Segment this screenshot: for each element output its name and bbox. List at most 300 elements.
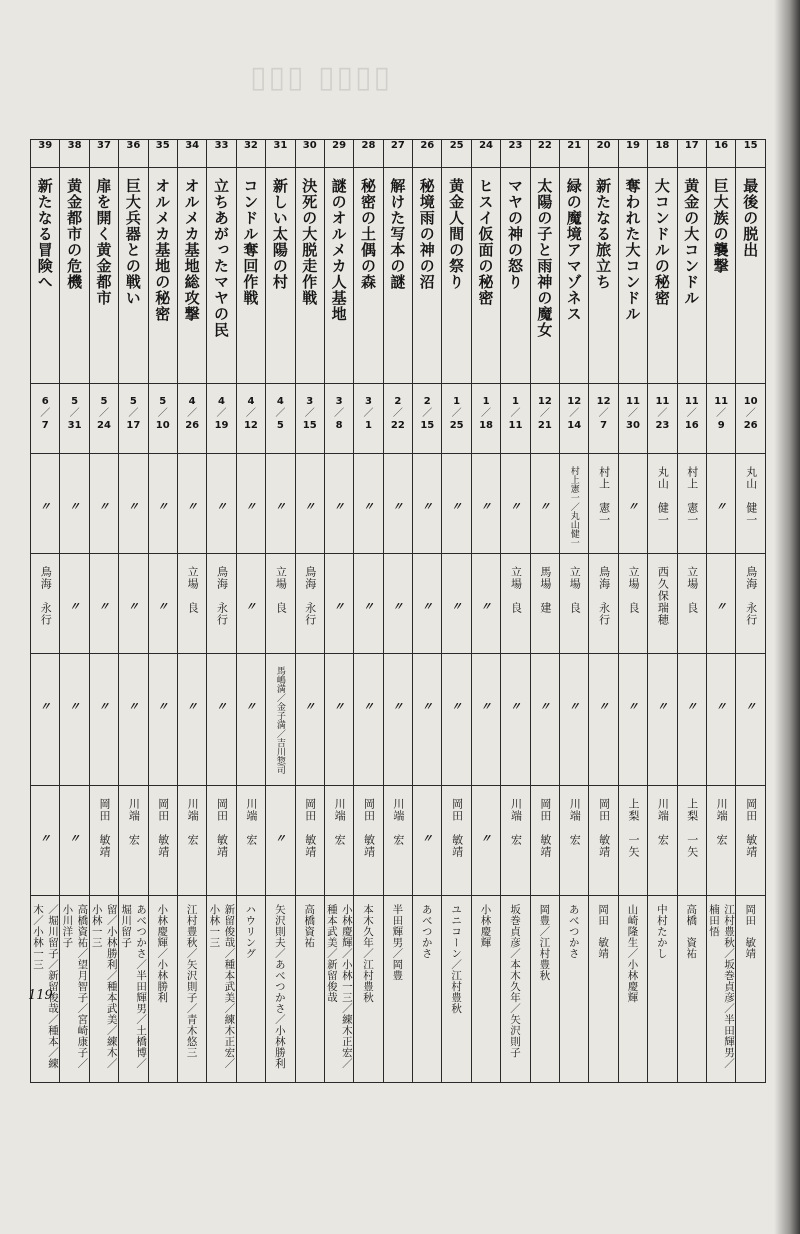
broadcast-date	[60, 384, 88, 432]
episode-title-cell	[266, 168, 295, 384]
broadcast-date-cell	[60, 384, 89, 454]
episode-number: 16	[706, 140, 735, 168]
date-month: 12	[567, 396, 582, 407]
date-month: 1	[482, 396, 490, 407]
staff-cell-a	[354, 454, 383, 554]
date-slash: ／	[716, 408, 727, 419]
key-animation-names: 半田輝男／岡豊	[391, 904, 404, 981]
date-day: 7	[600, 420, 608, 431]
staff-name: 岡田 敏靖	[597, 798, 611, 858]
key-animation-names: 小林慶輝／小林一三／練木正宏／種本武美／新留俊哉	[325, 904, 353, 1069]
staff-name: 〃	[421, 832, 433, 845]
staff-name: 〃	[39, 500, 51, 513]
episode-number: 36	[119, 140, 148, 168]
broadcast-date	[178, 384, 206, 432]
staff-cell-b	[119, 554, 148, 654]
date-month: 4	[276, 396, 284, 407]
staff-cell-b	[60, 554, 89, 654]
staff-cell-c	[560, 654, 589, 786]
key-animation-cell	[354, 896, 383, 1083]
staff-cell-a	[413, 454, 442, 554]
episode-title-cell	[677, 168, 706, 384]
staff-cell-d	[295, 786, 324, 896]
episode-number: 30	[295, 140, 324, 168]
date-day: 24	[97, 420, 111, 431]
staff-name: 岡田 敏靖	[450, 798, 464, 858]
broadcast-date	[384, 384, 412, 432]
staff-name: 〃	[274, 832, 286, 845]
episode-title-cell	[60, 168, 89, 384]
episode-title-cell	[413, 168, 442, 384]
staff-cell-c	[324, 654, 353, 786]
date-month: 2	[423, 396, 431, 407]
staff-cell-c	[501, 654, 530, 786]
episode-title: 決死の大脱走作戦	[300, 178, 319, 306]
episode-title: 大コンドルの秘密	[652, 178, 671, 306]
key-animation-cell	[324, 896, 353, 1083]
broadcast-date-cell	[324, 384, 353, 454]
broadcast-date	[149, 384, 177, 432]
broadcast-date-cell	[177, 384, 206, 454]
staff-cell-a	[207, 454, 236, 554]
episode-number: 19	[618, 140, 647, 168]
staff-name: 岡田 敏靖	[156, 798, 170, 858]
date-month: 11	[655, 396, 670, 407]
date-day: 26	[185, 420, 200, 431]
broadcast-date	[736, 384, 765, 432]
date-month: 12	[537, 396, 552, 407]
broadcast-date-cell	[560, 384, 589, 454]
staff-cell-c	[706, 654, 735, 786]
key-animation-cell	[148, 896, 177, 1083]
staff-name: 丸山 健一	[744, 466, 758, 526]
staff-cell-b	[589, 554, 618, 654]
episode-title: 扉を開く黄金都市	[94, 178, 113, 306]
staff-cell-a	[706, 454, 735, 554]
staff-cell-a	[295, 454, 324, 554]
episode-title: 謎のオルメカ人基地	[329, 178, 348, 322]
staff-cell-d	[89, 786, 118, 896]
staff-cell-b	[648, 554, 677, 654]
date-slash: ／	[539, 408, 550, 419]
broadcast-date-cell	[442, 384, 471, 454]
date-month: 5	[71, 396, 79, 407]
broadcast-date-cell	[530, 384, 559, 454]
key-animation-names: 山崎隆生／小林慶輝	[626, 904, 639, 1003]
staff-cell-a	[736, 454, 766, 554]
broadcast-date-cell	[31, 384, 60, 454]
key-animation-names: あべつかさ	[420, 904, 433, 959]
date-month: 4	[218, 396, 226, 407]
staff-name: 〃	[304, 500, 316, 513]
date-slash: ／	[69, 408, 80, 419]
page-edge-shadow	[774, 0, 800, 1234]
episode-title: 巨大族の襲撃	[711, 178, 730, 274]
staff-cell-b	[207, 554, 236, 654]
date-slash: ／	[451, 408, 462, 419]
key-animation-names: 中村たかし	[655, 904, 668, 959]
date-month: 4	[247, 396, 255, 407]
staff-name: 〃	[98, 700, 110, 713]
staff-name: 〃	[69, 500, 81, 513]
staff-name: 岡田 敏靖	[538, 798, 552, 858]
date-day: 5	[276, 420, 284, 431]
episode-table	[30, 139, 766, 1083]
episode-title-cell	[177, 168, 206, 384]
staff-cell-a	[31, 454, 60, 554]
staff-cell-c	[589, 654, 618, 786]
episode-title: 新しい太陽の村	[270, 178, 289, 290]
episode-number: 32	[236, 140, 265, 168]
staff-name: 〃	[157, 700, 169, 713]
staff-name: 川端 宏	[244, 798, 258, 846]
key-animation-names: 江村豊秋／矢沢則子／青木悠三	[185, 904, 198, 1058]
broadcast-date-cell	[236, 384, 265, 454]
staff-name: 〃	[627, 500, 639, 513]
staff-cell-d	[736, 786, 766, 896]
date-slash: ／	[40, 408, 51, 419]
staff-cell-d	[648, 786, 677, 896]
staff-cell-a	[119, 454, 148, 554]
staff-cell-a	[530, 454, 559, 554]
staff-name: 馬場 建	[538, 566, 552, 614]
staff-name: 鳥海 永行	[744, 566, 758, 626]
staff-name: 岡田 敏靖	[215, 798, 229, 858]
staff-cell-a	[89, 454, 118, 554]
staff-cell-d	[471, 786, 500, 896]
staff-cell-c	[31, 654, 60, 786]
staff-cell-a	[677, 454, 706, 554]
key-animation-cell	[501, 896, 530, 1083]
staff-name: 〃	[392, 500, 404, 513]
broadcast-date	[707, 384, 735, 432]
key-animation-cell	[207, 896, 236, 1083]
episode-title-cell	[236, 168, 265, 384]
episode-number: 34	[177, 140, 206, 168]
date-slash: ／	[216, 408, 227, 419]
broadcast-date	[648, 384, 676, 432]
staff-cell-d	[530, 786, 559, 896]
date-day: 18	[479, 420, 494, 431]
staff-name: 川端 宏	[568, 798, 582, 846]
episode-title: コンドル奪回作戦	[241, 178, 260, 306]
staff-cell-d	[266, 786, 295, 896]
key-animation-names: ユニコーン／江村豊秋	[450, 904, 463, 1014]
key-animation-cell	[60, 896, 89, 1083]
staff-name: 西久保瑞穂	[656, 566, 670, 626]
date-day: 21	[537, 420, 552, 431]
date-day: 14	[567, 420, 582, 431]
staff-name: 〃	[69, 832, 81, 845]
episode-title: 黄金人間の祭り	[447, 178, 466, 290]
staff-name: 〃	[216, 700, 228, 713]
staff-name: 立場 良	[509, 566, 523, 614]
staff-name: 鳥海 永行	[303, 566, 317, 626]
date-day: 23	[655, 420, 670, 431]
staff-name: 立場 良	[274, 566, 288, 614]
key-animation-names: 岡田 敏靖	[597, 904, 610, 959]
staff-name: 〃	[421, 600, 433, 613]
key-animation-cell	[677, 896, 706, 1083]
staff-name: 〃	[656, 700, 668, 713]
staff-cell-b	[295, 554, 324, 654]
key-animation-names: 本木久年／江村豊秋	[361, 904, 374, 1003]
staff-cell-d	[677, 786, 706, 896]
staff-name: 〃	[539, 500, 551, 513]
key-animation-cell	[295, 896, 324, 1083]
staff-name: 〃	[421, 500, 433, 513]
broadcast-date	[354, 384, 382, 432]
episode-number: 25	[442, 140, 471, 168]
episode-number: 29	[324, 140, 353, 168]
date-month: 5	[100, 396, 108, 407]
broadcast-date-cell	[207, 384, 236, 454]
key-animation-names: 矢沢則夫／あべつかさ／小林勝利	[273, 904, 286, 1069]
date-month: 3	[365, 396, 372, 407]
staff-name: 馬嶋満／金子満／吉川惣司	[274, 666, 285, 774]
staff-cell-c	[295, 654, 324, 786]
episode-title: 秘密の土偶の森	[358, 178, 377, 290]
date-day: 11	[508, 420, 523, 431]
key-animation-names: あべつかさ	[567, 904, 580, 959]
staff-cell-a	[648, 454, 677, 554]
episode-title: オルメカ基地総攻撃	[182, 178, 201, 322]
episode-number: 26	[413, 140, 442, 168]
staff-name: 〃	[69, 600, 81, 613]
episode-title-cell	[119, 168, 148, 384]
broadcast-date	[237, 384, 265, 432]
staff-name: 〃	[451, 600, 463, 613]
episode-title-cell	[148, 168, 177, 384]
staff-cell-a	[324, 454, 353, 554]
staff-name: 上梨 一矢	[627, 798, 640, 858]
staff-name: 岡田 敏靖	[744, 798, 758, 858]
bleed-through-text: ▯▯▯ ▯▯▯▯	[250, 60, 393, 95]
staff-name: 〃	[421, 700, 433, 713]
episode-number: 35	[148, 140, 177, 168]
date-day: 31	[67, 420, 82, 431]
staff-cell-d	[31, 786, 60, 896]
episode-title-cell	[618, 168, 647, 384]
staff-cell-c	[177, 654, 206, 786]
staff-name: 〃	[216, 500, 228, 513]
key-animation-names: 高橋資祐	[303, 904, 316, 948]
staff-cell-d	[177, 786, 206, 896]
staff-name: 〃	[333, 500, 345, 513]
staff-name: 〃	[362, 500, 374, 513]
staff-name: 〃	[539, 700, 551, 713]
date-month: 2	[394, 396, 402, 407]
director-row	[31, 654, 766, 786]
episode-title: 解けた写本の謎	[388, 178, 407, 290]
episode-title-row	[31, 168, 766, 384]
staff-name: 丸山 健一	[656, 466, 670, 526]
staff-cell-b	[442, 554, 471, 654]
staff-name: 〃	[627, 700, 639, 713]
staff-cell-b	[148, 554, 177, 654]
staff-cell-c	[236, 654, 265, 786]
key-animation-names: あべつかさ／半田輝男／土橋博／堀川留子	[120, 904, 148, 1069]
staff-cell-d	[148, 786, 177, 896]
date-month: 3	[335, 396, 343, 407]
broadcast-date	[207, 384, 235, 432]
staff-name: 〃	[39, 700, 51, 713]
staff-cell-c	[442, 654, 471, 786]
broadcast-date	[619, 384, 647, 432]
date-slash: ／	[128, 408, 139, 419]
broadcast-date-cell	[736, 384, 766, 454]
staff-name: 〃	[745, 700, 757, 713]
staff-cell-b	[501, 554, 530, 654]
staff-name: 〃	[157, 500, 169, 513]
episode-title-cell	[324, 168, 353, 384]
broadcast-date	[589, 384, 617, 432]
date-day: 19	[214, 420, 229, 431]
staff-name: 〃	[480, 600, 492, 613]
date-slash: ／	[187, 408, 198, 419]
staff-cell-c	[266, 654, 295, 786]
staff-name: 川端 宏	[715, 798, 729, 846]
key-animation-cell	[560, 896, 589, 1083]
staff-name: 〃	[392, 700, 404, 713]
broadcast-date	[560, 384, 588, 432]
broadcast-date-cell	[589, 384, 618, 454]
episode-title: 新たなる旅立ち	[594, 178, 613, 290]
episode-title: 立ちあがったマヤの民	[212, 178, 231, 338]
date-day: 12	[243, 420, 258, 431]
staff-name: 〃	[715, 600, 727, 613]
staff-name: 〃	[568, 700, 580, 713]
staff-cell-b	[354, 554, 383, 654]
date-slash: ／	[745, 408, 756, 419]
broadcast-date	[119, 384, 147, 432]
episode-title-cell	[589, 168, 618, 384]
staff-name: 岡田 敏靖	[303, 798, 317, 858]
staff-name: 村上 憲一	[685, 466, 699, 526]
episode-title-cell	[89, 168, 118, 384]
staff-cell-d	[706, 786, 735, 896]
staff-cell-d	[589, 786, 618, 896]
broadcast-date-cell	[354, 384, 383, 454]
staff-cell-a	[560, 454, 589, 554]
key-animation-names: 高橋資祐／望月智子／宮崎康子／小川洋子	[61, 904, 89, 1069]
staff-name: 川端 宏	[509, 798, 523, 846]
staff-name: 〃	[127, 600, 139, 613]
staff-cell-d	[442, 786, 471, 896]
staff-cell-d	[354, 786, 383, 896]
staff-cell-b	[413, 554, 442, 654]
broadcast-date-cell	[383, 384, 412, 454]
key-animation-cell	[648, 896, 677, 1083]
key-animation-cell	[383, 896, 412, 1083]
screenplay-row	[31, 454, 766, 554]
staff-name: 〃	[715, 700, 727, 713]
date-month: 1	[453, 396, 461, 407]
staff-name: 川端 宏	[391, 798, 405, 846]
key-animation-cell	[618, 896, 647, 1083]
key-animation-cell	[471, 896, 500, 1083]
date-slash: ／	[98, 408, 109, 419]
staff-cell-b	[383, 554, 412, 654]
key-animation-names: 留／小林勝利／種本武美／練木／小林一三	[90, 904, 118, 1069]
key-animation-names: ／堀川留子／新留俊哉／種本／練木／小林一三	[32, 904, 59, 1069]
broadcast-date-cell	[266, 384, 295, 454]
staff-cell-a	[236, 454, 265, 554]
staff-name: 鳥海 永行	[39, 566, 53, 626]
staff-cell-a	[589, 454, 618, 554]
key-animation-names: 岡豊／江村豊秋	[538, 904, 551, 981]
episode-number: 15	[736, 140, 766, 168]
broadcast-date-cell	[413, 384, 442, 454]
staff-cell-c	[471, 654, 500, 786]
page-number: 119	[28, 988, 53, 1003]
staff-cell-d	[383, 786, 412, 896]
episode-title: オルメカ基地の秘密	[153, 178, 172, 322]
staff-cell-d	[560, 786, 589, 896]
date-slash: ／	[392, 408, 403, 419]
staff-cell-d	[60, 786, 89, 896]
staff-name: 村上憲一／丸山健一	[568, 466, 579, 547]
staff-name: 〃	[69, 700, 81, 713]
broadcast-date	[501, 384, 529, 432]
staff-cell-a	[618, 454, 647, 554]
broadcast-date	[266, 384, 294, 432]
key-animation-names: 小林慶輝	[479, 904, 492, 948]
date-month: 11	[626, 396, 640, 407]
broadcast-date	[531, 384, 559, 432]
date-slash: ／	[569, 408, 580, 419]
date-slash: ／	[275, 408, 286, 419]
staff-name: 〃	[98, 600, 110, 613]
date-day: 10	[155, 420, 170, 431]
staff-cell-a	[501, 454, 530, 554]
key-animation-row	[31, 896, 766, 1083]
staff-cell-b	[618, 554, 647, 654]
date-day: 22	[390, 420, 405, 431]
key-animation-names: 新留俊哉／種本武美／練木正宏／小林一三	[208, 904, 236, 1069]
broadcast-date	[472, 384, 500, 432]
key-animation-cell	[119, 896, 148, 1083]
key-animation-names: 小林慶輝／小林勝利	[156, 904, 169, 1003]
staff-name: 鳥海 永行	[597, 566, 611, 626]
episode-title: 黄金の大コンドル	[682, 178, 701, 306]
staff-cell-a	[177, 454, 206, 554]
staff-name: 〃	[39, 832, 51, 845]
staff-cell-d	[501, 786, 530, 896]
animation-director-row	[31, 786, 766, 896]
episode-title: 巨大兵器との戦い	[123, 178, 142, 306]
broadcast-date	[325, 384, 353, 432]
staff-name: 〃	[274, 500, 286, 513]
staff-name: 〃	[598, 700, 610, 713]
episode-title-cell	[560, 168, 589, 384]
staff-name: 〃	[127, 500, 139, 513]
staff-cell-b	[89, 554, 118, 654]
key-animation-names: 坂巻貞彦／本木久年／矢沢則子	[508, 904, 521, 1058]
date-slash: ／	[657, 408, 668, 419]
staff-name: 〃	[509, 500, 521, 513]
key-animation-cell	[530, 896, 559, 1083]
episode-title: 奪われた大コンドル	[623, 178, 642, 322]
broadcast-date-row	[31, 384, 766, 454]
staff-cell-c	[618, 654, 647, 786]
episode-title-cell	[648, 168, 677, 384]
key-animation-cell	[413, 896, 442, 1083]
staff-name: 上梨 一矢	[685, 798, 699, 858]
staff-name: 立場 良	[685, 566, 699, 614]
date-month: 11	[684, 396, 699, 407]
broadcast-date-cell	[119, 384, 148, 454]
